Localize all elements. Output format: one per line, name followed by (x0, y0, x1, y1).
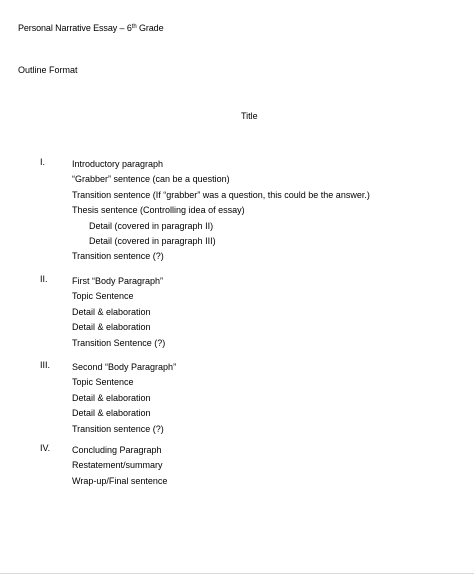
outline-item: Topic Sentence (72, 377, 134, 388)
outline-subitem: Detail (covered in paragraph II) (89, 220, 214, 231)
document-header (18, 23, 164, 33)
outline-item: Detail & elaboration (72, 408, 151, 419)
section-items (72, 360, 176, 437)
page-bottom-divider (0, 573, 474, 574)
outline-item: Thesis sentence (Controlling idea of essay) (72, 205, 245, 216)
section-numeral: I. (40, 157, 46, 167)
outline-item: Detail & elaboration (72, 322, 151, 333)
section-heading: Concluding Paragraph (72, 445, 162, 455)
section-heading: Second “Body Paragraph” (72, 362, 177, 372)
section-items (72, 157, 370, 265)
outline-subitem: Detail (covered in paragraph III) (89, 235, 216, 246)
outline-item: Topic Sentence (72, 291, 134, 302)
section-numeral: III. (40, 360, 51, 370)
section-numeral: IV. (40, 443, 51, 453)
outline-item: “Grabber” sentence (can be a question) (72, 174, 230, 185)
header-title-suffix: Grade (136, 23, 164, 33)
outline-item: Transition sentence (?) (72, 251, 164, 262)
section-heading: First “Body Paragraph” (72, 276, 164, 286)
outline-item: Transition Sentence (?) (72, 337, 166, 348)
outline-item: Transition sentence (?) (72, 423, 164, 434)
outline-item: Restatement/summary (72, 460, 163, 471)
section-items (72, 443, 167, 489)
outline-item: Detail & elaboration (72, 306, 151, 317)
header-title-superscript: th (131, 24, 137, 30)
outline-item: Wrap-up/Final sentence (72, 475, 168, 486)
section-items (72, 274, 165, 351)
section-heading: Introductory paragraph (72, 159, 164, 169)
outline-item: Detail & elaboration (72, 392, 151, 403)
section-numeral: II. (40, 274, 48, 284)
document-title: Title (241, 111, 258, 121)
header-title-prefix: Personal Narrative Essay – 6 (18, 23, 132, 33)
outline-format-label: Outline Format (18, 65, 78, 75)
outline-item: Transition sentence (If “grabber” was a question, this could be the answer.) (72, 189, 370, 200)
